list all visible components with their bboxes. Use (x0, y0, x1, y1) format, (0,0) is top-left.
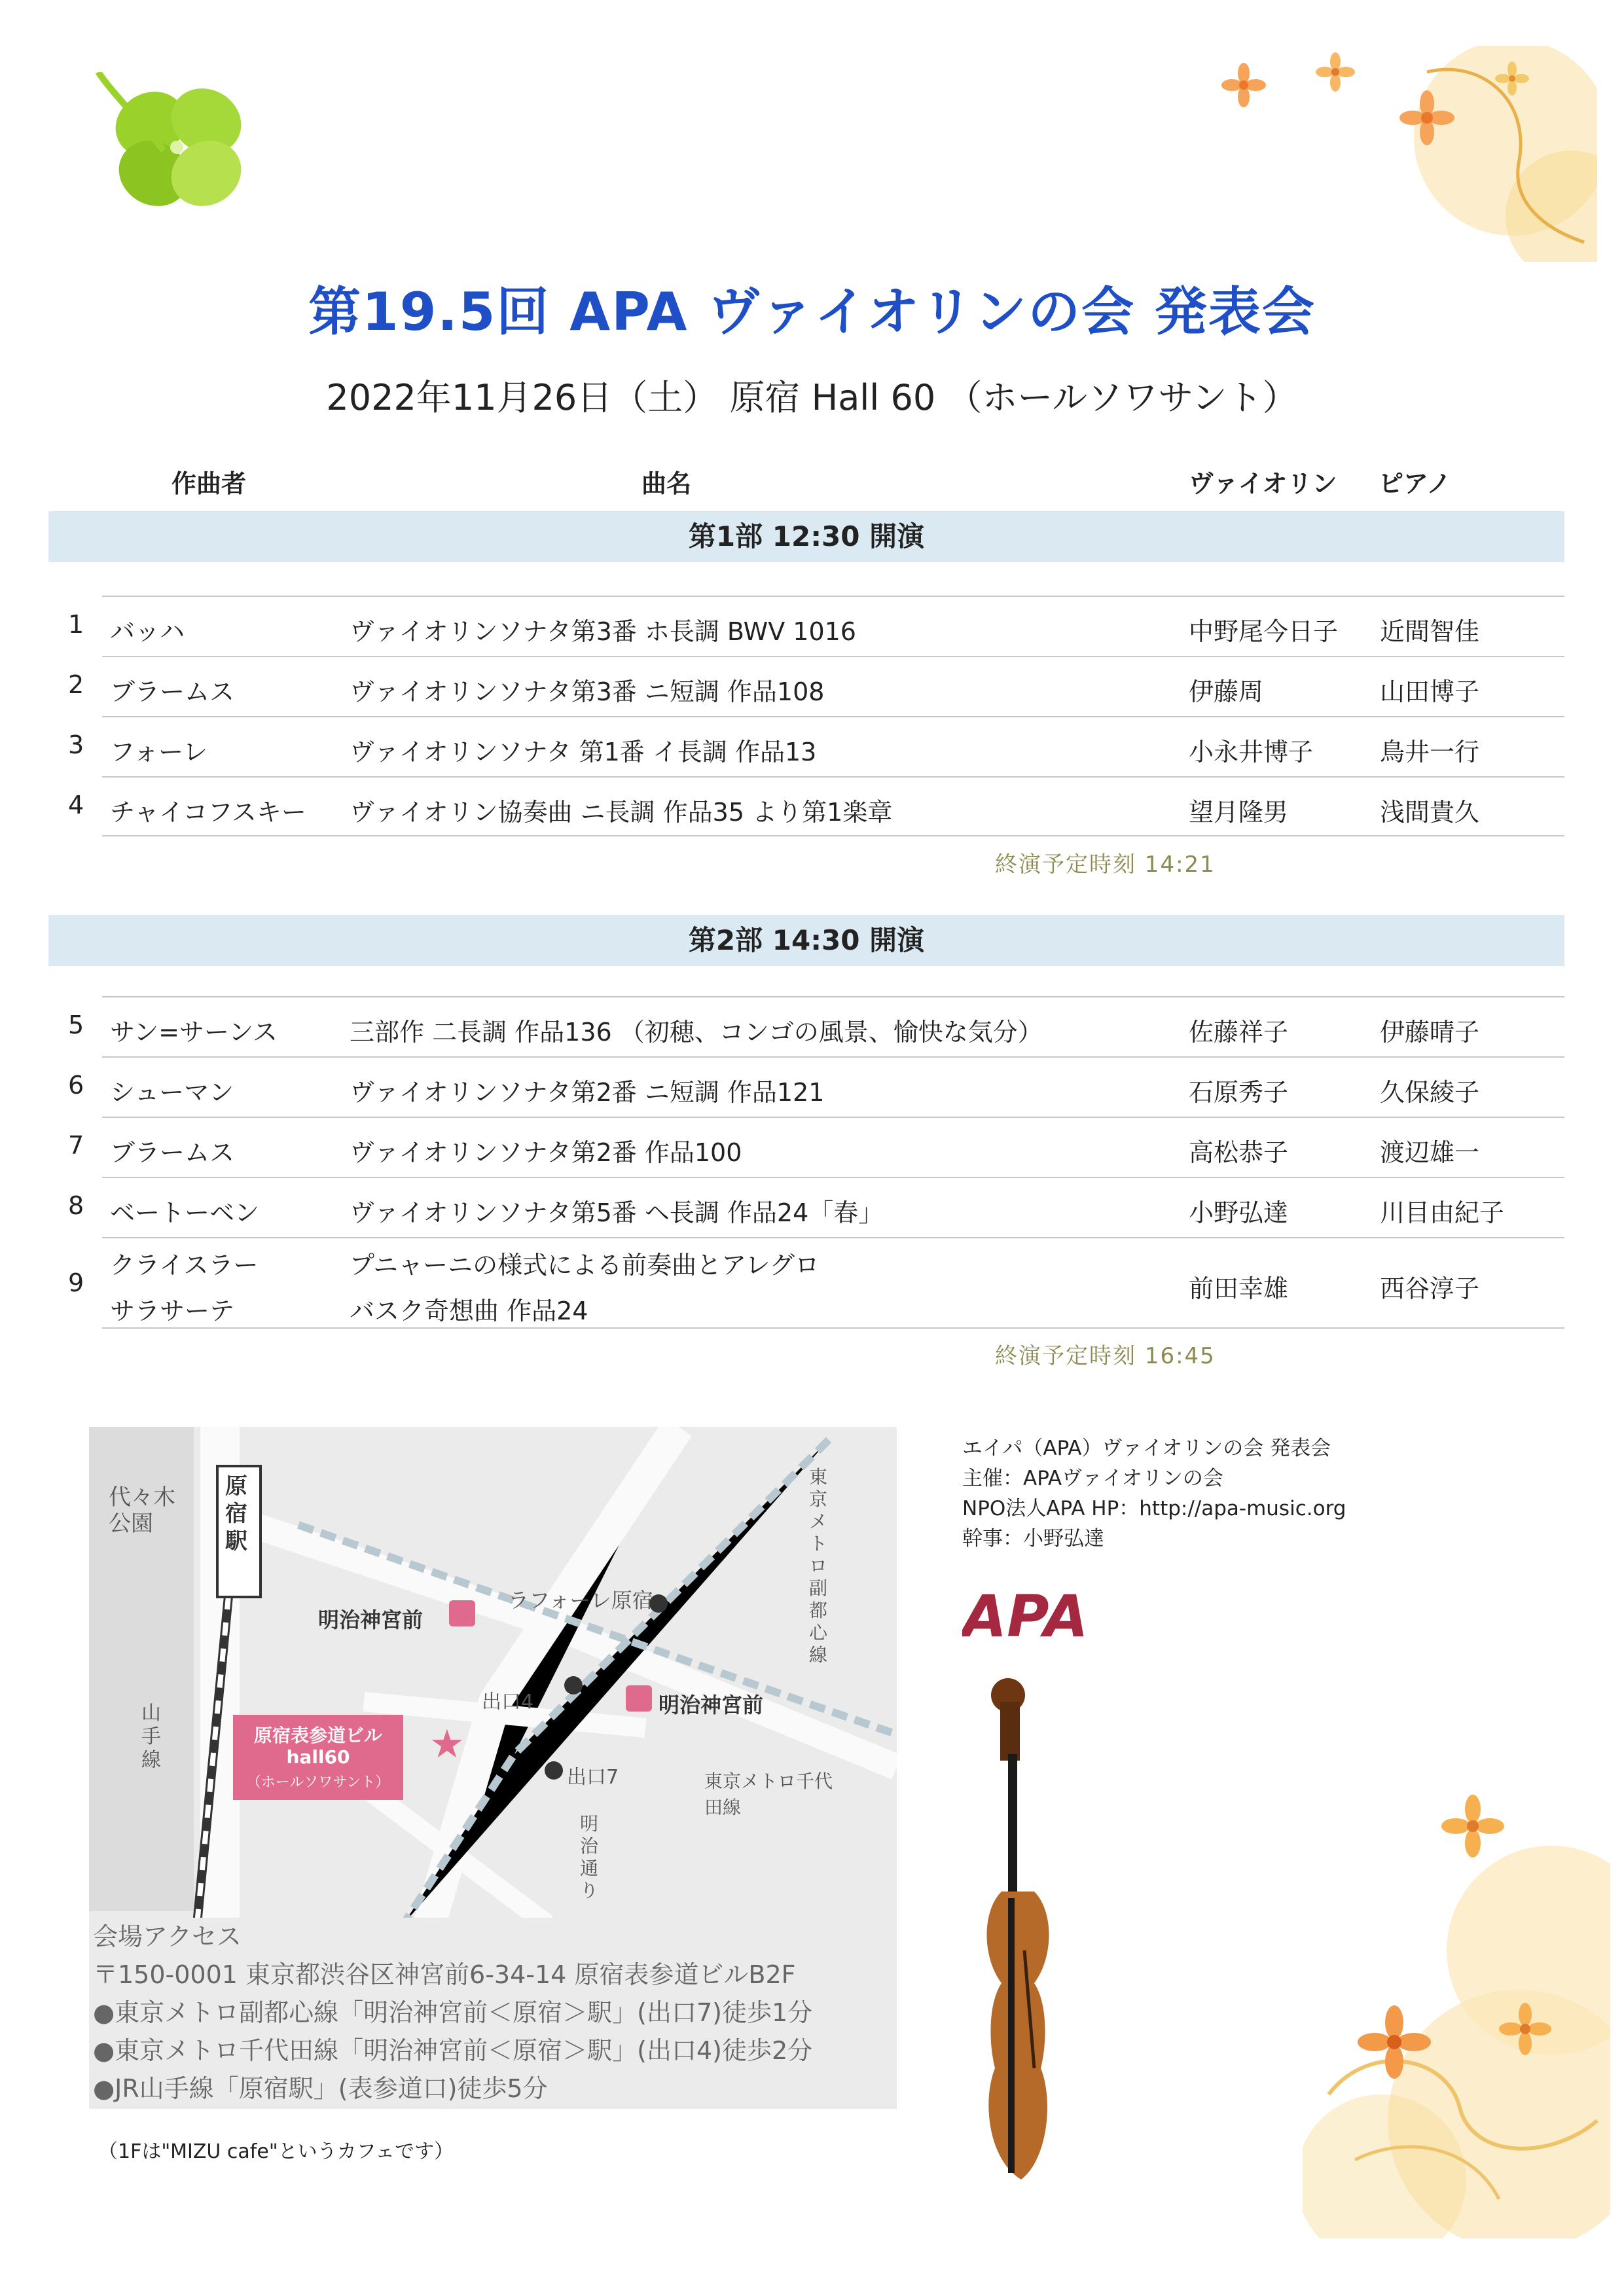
violin-cell: 小野弘達 (1189, 1198, 1289, 1227)
piece-cell: ヴァイオリン協奏曲 ニ長調 作品35 より第1楽章 (350, 798, 893, 827)
clover-decoration (79, 72, 262, 229)
cafe-note: （1Fは"MIZU cafe"というカフェです） (98, 2140, 454, 2163)
apa-logo (962, 1584, 1132, 1649)
table-row (102, 1117, 1564, 1177)
map-drawing (89, 1427, 897, 1924)
map-label-venue-hall: hall60 (286, 1746, 350, 1768)
piano-cell: 久保綾子 (1380, 1078, 1480, 1107)
piece-cell: ヴァイオリンソナタ第5番 ヘ長調 作品24「春」 (350, 1198, 884, 1227)
table-row (102, 596, 1564, 656)
piano-cell: 西谷淳子 (1380, 1274, 1480, 1303)
composer-cell: ブラームス (110, 1138, 235, 1167)
composer-cell: ブラームス (110, 677, 235, 706)
access-route-3: ●JR山手線「原宿駅」(表参道口)徒歩5分 (93, 2074, 548, 2103)
part-1-end-time: 終演予定時刻 14:21 (995, 852, 1216, 878)
piano-cell: 鳥井一行 (1380, 738, 1480, 766)
map-label-meiji-station-left: 明治神宮前 (318, 1607, 424, 1632)
piece-cell-2: バスク奇想曲 作品24 (350, 1297, 588, 1325)
table-row (102, 1056, 1564, 1117)
composer-cell: チャイコフスキー (110, 798, 306, 827)
violin-cell: 小永井博子 (1189, 738, 1314, 766)
info-website: NPO法人APA HP：http://apa-music.org (962, 1497, 1346, 1520)
composer-cell: クライスラー (110, 1251, 259, 1280)
table-row (102, 776, 1564, 836)
map-label-chiyoda: 東京メトロ千代田線 (704, 1770, 833, 1818)
map-label-harajuku-station: 原宿駅 (225, 1473, 247, 1554)
piano-cell: 渡辺雄一 (1380, 1138, 1480, 1167)
map-label-park: 代々木 (109, 1484, 175, 1511)
violin-cell: 前田幸雄 (1189, 1274, 1289, 1303)
table-row (102, 1237, 1564, 1329)
composer-cell: サン=サーンス (110, 1018, 278, 1047)
composer-cell: バッハ (110, 617, 185, 646)
info-host: 主催：APAヴァイオリンの会 (962, 1467, 1223, 1490)
map-label-park2: 公園 (109, 1511, 153, 1537)
piece-cell: プニャーニの様式による前奏曲とアレグロ (350, 1251, 820, 1280)
violin-cell: 伊藤周 (1189, 677, 1264, 706)
map-label-meiji-station-right: 明治神宮前 (659, 1693, 764, 1717)
map-label-exit4: 出口4 (482, 1691, 534, 1713)
table-row (102, 1177, 1564, 1237)
info-organizer: 幹事：小野弘達 (962, 1527, 1104, 1551)
violin-image (962, 1676, 1080, 2186)
row-number: 4 (68, 791, 84, 819)
map-label-venue-reading: （ホールソワサント） (246, 1774, 390, 1791)
table-row (102, 656, 1564, 716)
column-header-composer: 作曲者 (171, 469, 247, 498)
row-number: 8 (68, 1191, 84, 1220)
violin-cell: 望月隆男 (1189, 798, 1289, 827)
composer-cell: ベートーベン (110, 1198, 260, 1227)
piano-cell: 浅間貴久 (1380, 798, 1480, 827)
row-number: 2 (68, 670, 84, 699)
row-number: 3 (68, 730, 84, 759)
piano-cell: 川目由紀子 (1380, 1198, 1505, 1227)
piano-cell: 近間智佳 (1380, 617, 1480, 646)
map-label-laforet: ラフォーレ原宿 (508, 1588, 653, 1613)
part-2-header: 第2部 14:30 開演 (48, 915, 1564, 966)
column-header-piece: 曲名 (641, 469, 692, 498)
page-title: 第19.5回 APA ヴァイオリンの会 発表会 (308, 281, 1316, 342)
piece-cell: ヴァイオリンソナタ 第1番 イ長調 作品13 (350, 738, 817, 766)
row-number: 5 (68, 1011, 84, 1039)
composer-cell: シューマン (110, 1078, 234, 1107)
svg-text:★: ★ (429, 1721, 465, 1767)
table-row (102, 996, 1564, 1056)
access-route-2: ●東京メトロ千代田線「明治神宮前＜原宿＞駅」(出口4)徒歩2分 (93, 2036, 813, 2065)
piece-cell: ヴァイオリンソナタ第2番 作品100 (350, 1138, 742, 1167)
flowers-top-decoration (1204, 46, 1597, 262)
piece-cell: ヴァイオリンソナタ第3番 ニ短調 作品108 (350, 677, 825, 706)
map-label-exit7: 出口7 (567, 1766, 619, 1789)
column-header-violin: ヴァイオリン (1189, 469, 1337, 498)
map-label-meiji-dori: 明治通り (580, 1813, 599, 1901)
access-address: 〒150-0001 東京都渋谷区神宮前6-34-14 原宿表参道ビルB2F (93, 1960, 796, 1989)
map-label-fukutoshin: 東京メトロ副都心線 (809, 1466, 828, 1666)
piece-cell: ヴァイオリンソナタ第3番 ホ長調 BWV 1016 (350, 617, 856, 646)
row-number: 6 (68, 1071, 84, 1100)
violin-cell: 高松恭子 (1189, 1138, 1289, 1167)
piece-cell: 三部作 二長調 作品136 （初穂、コンゴの風景、愉快な気分） (350, 1018, 1043, 1047)
page-subtitle: 2022年11月26日（土） 原宿 Hall 60 （ホールソワサント） (326, 377, 1298, 418)
composer-cell: フォーレ (110, 738, 208, 766)
table-row (102, 716, 1564, 776)
map-label-venue-building: 原宿表参道ビル (253, 1725, 382, 1746)
flowers-bottom-decoration (1303, 1754, 1610, 2238)
access-route-1: ●東京メトロ副都心線「明治神宮前＜原宿＞駅」(出口7)徒歩1分 (93, 1998, 813, 2027)
info-event-name: エイパ（APA）ヴァイオリンの会 発表会 (962, 1437, 1331, 1460)
violin-cell: 石原秀子 (1189, 1078, 1289, 1107)
access-info (89, 1918, 897, 2109)
row-number: 7 (68, 1131, 84, 1160)
composer-cell-2: サラサーテ (110, 1297, 235, 1325)
part-1-header: 第1部 12:30 開演 (48, 511, 1564, 562)
access-heading: 会場アクセス (93, 1922, 242, 1951)
apa-logo-text: APA (962, 1584, 1089, 1649)
map-label-yamanote: 山手線 (141, 1702, 161, 1772)
piano-cell: 山田博子 (1380, 677, 1480, 706)
violin-cell: 中野尾今日子 (1189, 617, 1339, 646)
organizer-info (962, 1433, 1346, 1554)
piano-cell: 伊藤晴子 (1380, 1018, 1480, 1047)
part-2-end-time: 終演予定時刻 16:45 (995, 1343, 1216, 1369)
column-header-piano: ピアノ (1379, 469, 1451, 498)
row-number: 1 (68, 610, 84, 639)
violin-cell: 佐藤祥子 (1189, 1018, 1289, 1047)
piece-cell: ヴァイオリンソナタ第2番 ニ短調 作品121 (350, 1078, 825, 1107)
row-number: 9 (68, 1268, 84, 1297)
